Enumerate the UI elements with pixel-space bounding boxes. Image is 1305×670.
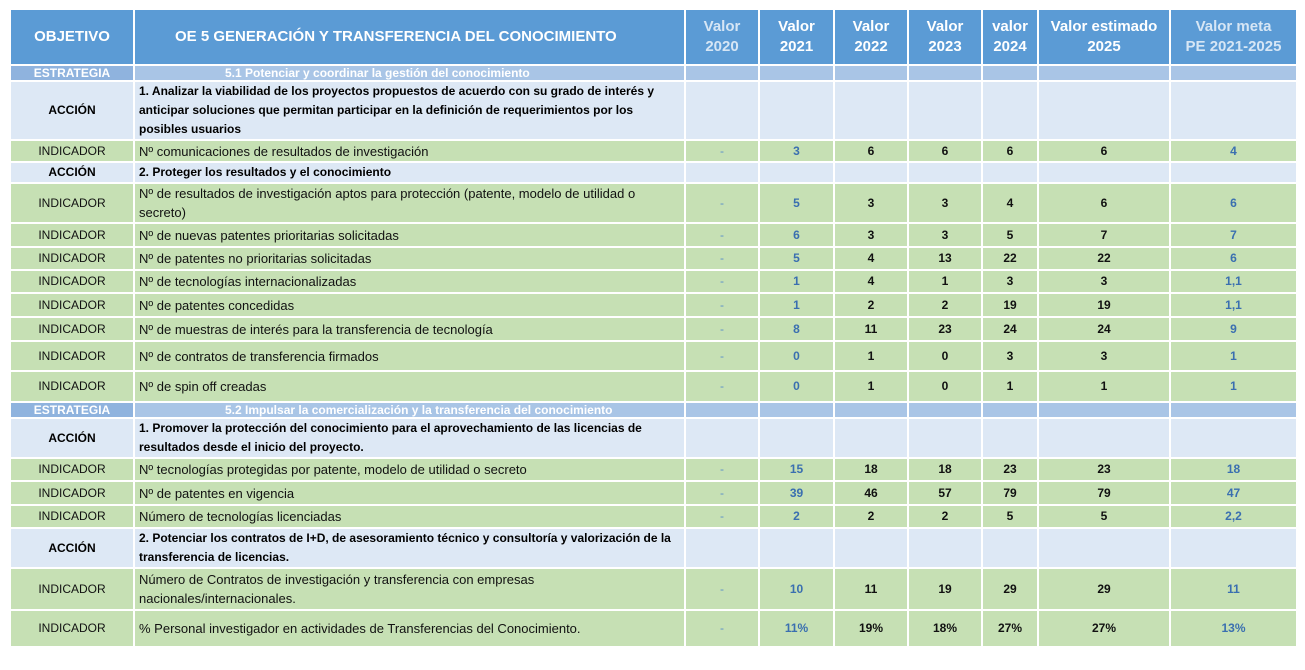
value-cell: 6 — [908, 140, 982, 162]
accion-text: 2. Potenciar los contratos de I+D, de asesoramiento técnico y consultoría y valorización de la transferencia de licencias. — [134, 528, 685, 568]
estrategia-empty-cell — [685, 402, 759, 418]
estrategia-empty-cell — [834, 402, 908, 418]
header-valor-meta-line1: Valor meta — [1195, 18, 1272, 35]
value-cell: - — [685, 247, 759, 270]
accion-empty-cell — [908, 162, 982, 183]
estrategia-label: ESTRATEGIA — [10, 65, 134, 81]
indicador-text: Nº de contratos de transferencia firmados — [134, 341, 685, 371]
value-cell: 0 — [759, 341, 834, 371]
header-valor-2023-line1: Valor — [926, 18, 964, 35]
indicador-label: INDICADOR — [10, 568, 134, 610]
value-cell: 13% — [1170, 610, 1297, 647]
oe5-table-container — [9, 8, 1298, 648]
value-cell: 5 — [982, 505, 1038, 528]
header-valor-meta — [1170, 9, 1297, 65]
accion-empty-cell — [1170, 162, 1297, 183]
value-cell: 5 — [759, 247, 834, 270]
accion-empty-cell — [982, 418, 1038, 458]
indicador-label: INDICADOR — [10, 371, 134, 402]
indicador-label: INDICADOR — [10, 270, 134, 293]
accion-empty-cell — [685, 418, 759, 458]
estrategia-empty-cell — [982, 65, 1038, 81]
value-cell: - — [685, 371, 759, 402]
value-cell: 3 — [908, 223, 982, 247]
header-valor-2025 — [1038, 9, 1170, 65]
header-valor-2021-line1: Valor — [778, 18, 815, 35]
indicador-label: INDICADOR — [10, 140, 134, 162]
value-cell: 1,1 — [1170, 293, 1297, 317]
value-cell: 18 — [834, 458, 908, 481]
value-cell: 6 — [1170, 247, 1297, 270]
accion-empty-cell — [1170, 418, 1297, 458]
value-cell: 22 — [982, 247, 1038, 270]
table-body — [10, 65, 1297, 647]
value-cell: - — [685, 183, 759, 223]
value-cell: 8 — [759, 317, 834, 341]
table-row — [10, 247, 1297, 270]
header-valor-2020-line2: 2020 — [705, 38, 739, 55]
indicador-text: Nº comunicaciones de resultados de investigación — [134, 140, 685, 162]
accion-empty-cell — [1038, 162, 1170, 183]
value-cell: - — [685, 610, 759, 647]
value-cell: 46 — [834, 481, 908, 505]
value-cell: 24 — [1038, 317, 1170, 341]
value-cell: 18 — [1170, 458, 1297, 481]
accion-empty-cell — [982, 162, 1038, 183]
value-cell: 6 — [1170, 183, 1297, 223]
header-valor-2024 — [982, 9, 1038, 65]
accion-empty-cell — [759, 418, 834, 458]
estrategia-row — [10, 65, 1297, 81]
value-cell: 2 — [908, 505, 982, 528]
value-cell: 79 — [1038, 481, 1170, 505]
value-cell: 2 — [834, 505, 908, 528]
header-valor-2020-line1: Valor — [703, 18, 741, 35]
indicador-label: INDICADOR — [10, 610, 134, 647]
value-cell: 23 — [908, 317, 982, 341]
header-valor-2022 — [834, 9, 908, 65]
table-row — [10, 505, 1297, 528]
value-cell: 7 — [1170, 223, 1297, 247]
header-valor-2022-line1: Valor — [852, 18, 890, 35]
indicador-text: Número de Contratos de investigación y transferencia con empresas nacionales/internacionales. — [134, 568, 685, 610]
value-cell: 4 — [982, 183, 1038, 223]
header-valor-2023-line2: 2023 — [928, 38, 962, 55]
value-cell: 2 — [908, 293, 982, 317]
value-cell: 7 — [1038, 223, 1170, 247]
value-cell: 3 — [1038, 270, 1170, 293]
table-row — [10, 270, 1297, 293]
table-row — [10, 293, 1297, 317]
indicador-label: INDICADOR — [10, 293, 134, 317]
value-cell: 19% — [834, 610, 908, 647]
accion-empty-cell — [834, 81, 908, 140]
value-cell: 6 — [759, 223, 834, 247]
table-row — [10, 371, 1297, 402]
accion-text: 1. Analizar la viabilidad de los proyectos propuestos de acuerdo con su grado de interés y anticipar soluciones que permitan participar en la definición de requerimientos por los posibles usuarios — [134, 81, 685, 140]
table-row — [10, 140, 1297, 162]
accion-empty-cell — [685, 528, 759, 568]
header-title: OE 5 GENERACIÓN Y TRANSFERENCIA DEL CONOCIMIENTO — [134, 9, 685, 65]
table-row — [10, 458, 1297, 481]
accion-row — [10, 418, 1297, 458]
value-cell: - — [685, 505, 759, 528]
value-cell: 3 — [834, 223, 908, 247]
header-valor-2022-line2: 2022 — [854, 38, 888, 55]
indicador-label: INDICADOR — [10, 317, 134, 341]
accion-empty-cell — [759, 81, 834, 140]
value-cell: 27% — [1038, 610, 1170, 647]
table-row — [10, 183, 1297, 223]
value-cell: 1 — [834, 371, 908, 402]
header-valor-2021-line2: 2021 — [779, 38, 814, 55]
value-cell: 4 — [834, 247, 908, 270]
estrategia-empty-cell — [1038, 402, 1170, 418]
value-cell: 1 — [1170, 371, 1297, 402]
value-cell: 19 — [908, 568, 982, 610]
value-cell: 5 — [982, 223, 1038, 247]
indicador-text: Nº de spin off creadas — [134, 371, 685, 402]
value-cell: 4 — [834, 270, 908, 293]
value-cell: 3 — [982, 341, 1038, 371]
value-cell: 1 — [759, 270, 834, 293]
value-cell: 1 — [1038, 371, 1170, 402]
value-cell: - — [685, 223, 759, 247]
estrategia-empty-cell — [908, 65, 982, 81]
value-cell: 5 — [1038, 505, 1170, 528]
accion-row — [10, 528, 1297, 568]
estrategia-empty-cell — [908, 402, 982, 418]
value-cell: - — [685, 270, 759, 293]
header-valor-2020 — [685, 9, 759, 65]
accion-empty-cell — [1038, 528, 1170, 568]
indicador-text: Nº de patentes en vigencia — [134, 481, 685, 505]
value-cell: 11 — [834, 568, 908, 610]
indicador-text: % Personal investigador en actividades de Transferencias del Conocimiento. — [134, 610, 685, 647]
value-cell: 27% — [982, 610, 1038, 647]
value-cell: - — [685, 341, 759, 371]
estrategia-empty-cell — [1170, 65, 1297, 81]
value-cell: 1 — [759, 293, 834, 317]
value-cell: 19 — [1038, 293, 1170, 317]
value-cell: - — [685, 568, 759, 610]
value-cell: 47 — [1170, 481, 1297, 505]
header-valor-2021 — [759, 9, 834, 65]
estrategia-empty-cell — [1038, 65, 1170, 81]
estrategia-empty-cell — [834, 65, 908, 81]
accion-label: ACCIÓN — [10, 162, 134, 183]
value-cell: 18 — [908, 458, 982, 481]
value-cell: 1 — [982, 371, 1038, 402]
accion-empty-cell — [1170, 81, 1297, 140]
accion-label: ACCIÓN — [10, 528, 134, 568]
accion-empty-cell — [1170, 528, 1297, 568]
value-cell: 3 — [759, 140, 834, 162]
table-row — [10, 568, 1297, 610]
value-cell: 23 — [982, 458, 1038, 481]
value-cell: 6 — [834, 140, 908, 162]
indicador-label: INDICADOR — [10, 505, 134, 528]
value-cell: - — [685, 481, 759, 505]
indicador-text: Nº de patentes concedidas — [134, 293, 685, 317]
indicador-text: Nº de muestras de interés para la transferencia de tecnología — [134, 317, 685, 341]
value-cell: 3 — [834, 183, 908, 223]
estrategia-empty-cell — [759, 65, 834, 81]
accion-row — [10, 162, 1297, 183]
value-cell: 3 — [908, 183, 982, 223]
accion-text: 2. Proteger los resultados y el conocimiento — [134, 162, 685, 183]
value-cell: 13 — [908, 247, 982, 270]
table-row — [10, 317, 1297, 341]
value-cell: 11% — [759, 610, 834, 647]
value-cell: 1 — [908, 270, 982, 293]
value-cell: 1,1 — [1170, 270, 1297, 293]
value-cell: 15 — [759, 458, 834, 481]
value-cell: 57 — [908, 481, 982, 505]
accion-label: ACCIÓN — [10, 418, 134, 458]
value-cell: 23 — [1038, 458, 1170, 481]
indicador-text: Nº de tecnologías internacionalizadas — [134, 270, 685, 293]
value-cell: 6 — [982, 140, 1038, 162]
table-row — [10, 341, 1297, 371]
accion-empty-cell — [759, 162, 834, 183]
estrategia-text: 5.2 Impulsar la comercialización y la transferencia del conocimiento — [134, 402, 685, 418]
table-row — [10, 610, 1297, 647]
indicador-text: Nº de patentes no prioritarias solicitadas — [134, 247, 685, 270]
accion-empty-cell — [685, 81, 759, 140]
value-cell: 19 — [982, 293, 1038, 317]
value-cell: 10 — [759, 568, 834, 610]
value-cell: 4 — [1170, 140, 1297, 162]
accion-empty-cell — [834, 418, 908, 458]
value-cell: 1 — [834, 341, 908, 371]
oe5-indicator-table — [9, 8, 1298, 648]
value-cell: 11 — [1170, 568, 1297, 610]
indicador-text: Nº tecnologías protegidas por patente, modelo de utilidad o secreto — [134, 458, 685, 481]
value-cell: 1 — [1170, 341, 1297, 371]
accion-empty-cell — [908, 528, 982, 568]
value-cell: - — [685, 140, 759, 162]
value-cell: 0 — [759, 371, 834, 402]
indicador-text: Nº de resultados de investigación aptos para protección (patente, modelo de utilidad o secreto) — [134, 183, 685, 223]
estrategia-empty-cell — [982, 402, 1038, 418]
estrategia-empty-cell — [685, 65, 759, 81]
value-cell: 0 — [908, 341, 982, 371]
indicador-label: INDICADOR — [10, 223, 134, 247]
indicador-text: Número de tecnologías licenciadas — [134, 505, 685, 528]
accion-empty-cell — [908, 81, 982, 140]
indicador-label: INDICADOR — [10, 341, 134, 371]
value-cell: 2 — [759, 505, 834, 528]
header-valor-meta-line2: PE 2021-2025 — [1185, 38, 1282, 55]
indicador-label: INDICADOR — [10, 458, 134, 481]
indicador-label: INDICADOR — [10, 247, 134, 270]
value-cell: 24 — [982, 317, 1038, 341]
value-cell: - — [685, 458, 759, 481]
accion-empty-cell — [982, 81, 1038, 140]
accion-text: 1. Promover la protección del conocimiento para el aprovechamiento de las licencias de resultados desde el inicio del proyecto. — [134, 418, 685, 458]
table-row — [10, 223, 1297, 247]
value-cell: 39 — [759, 481, 834, 505]
value-cell: 79 — [982, 481, 1038, 505]
accion-empty-cell — [982, 528, 1038, 568]
value-cell: 22 — [1038, 247, 1170, 270]
accion-empty-cell — [834, 528, 908, 568]
header-valor-2025-line1: Valor estimado — [1050, 18, 1158, 35]
indicador-label: INDICADOR — [10, 183, 134, 223]
estrategia-empty-cell — [759, 402, 834, 418]
value-cell: 18% — [908, 610, 982, 647]
header-valor-2024-line2: 2024 — [993, 38, 1027, 55]
header-row — [10, 9, 1297, 65]
value-cell: 3 — [982, 270, 1038, 293]
header-valor-2024-line1: valor — [992, 18, 1028, 35]
value-cell: 2 — [834, 293, 908, 317]
accion-empty-cell — [685, 162, 759, 183]
value-cell: 6 — [1038, 140, 1170, 162]
accion-empty-cell — [1038, 418, 1170, 458]
accion-row — [10, 81, 1297, 140]
value-cell: 5 — [759, 183, 834, 223]
indicador-label: INDICADOR — [10, 481, 134, 505]
value-cell: 9 — [1170, 317, 1297, 341]
value-cell: 0 — [908, 371, 982, 402]
value-cell: 6 — [1038, 183, 1170, 223]
accion-empty-cell — [834, 162, 908, 183]
accion-empty-cell — [759, 528, 834, 568]
estrategia-label: ESTRATEGIA — [10, 402, 134, 418]
estrategia-text: 5.1 Potenciar y coordinar la gestión del conocimiento — [134, 65, 685, 81]
value-cell: - — [685, 317, 759, 341]
header-valor-2025-line2: 2025 — [1087, 38, 1121, 55]
accion-empty-cell — [1038, 81, 1170, 140]
header-valor-2023 — [908, 9, 982, 65]
estrategia-row — [10, 402, 1297, 418]
header-objetivo: OBJETIVO — [10, 9, 134, 65]
value-cell: 11 — [834, 317, 908, 341]
value-cell: 29 — [982, 568, 1038, 610]
value-cell: 29 — [1038, 568, 1170, 610]
value-cell: 3 — [1038, 341, 1170, 371]
table-row — [10, 481, 1297, 505]
accion-label: ACCIÓN — [10, 81, 134, 140]
indicador-text: Nº de nuevas patentes prioritarias solicitadas — [134, 223, 685, 247]
value-cell: 2,2 — [1170, 505, 1297, 528]
value-cell: - — [685, 293, 759, 317]
accion-empty-cell — [908, 418, 982, 458]
estrategia-empty-cell — [1170, 402, 1297, 418]
